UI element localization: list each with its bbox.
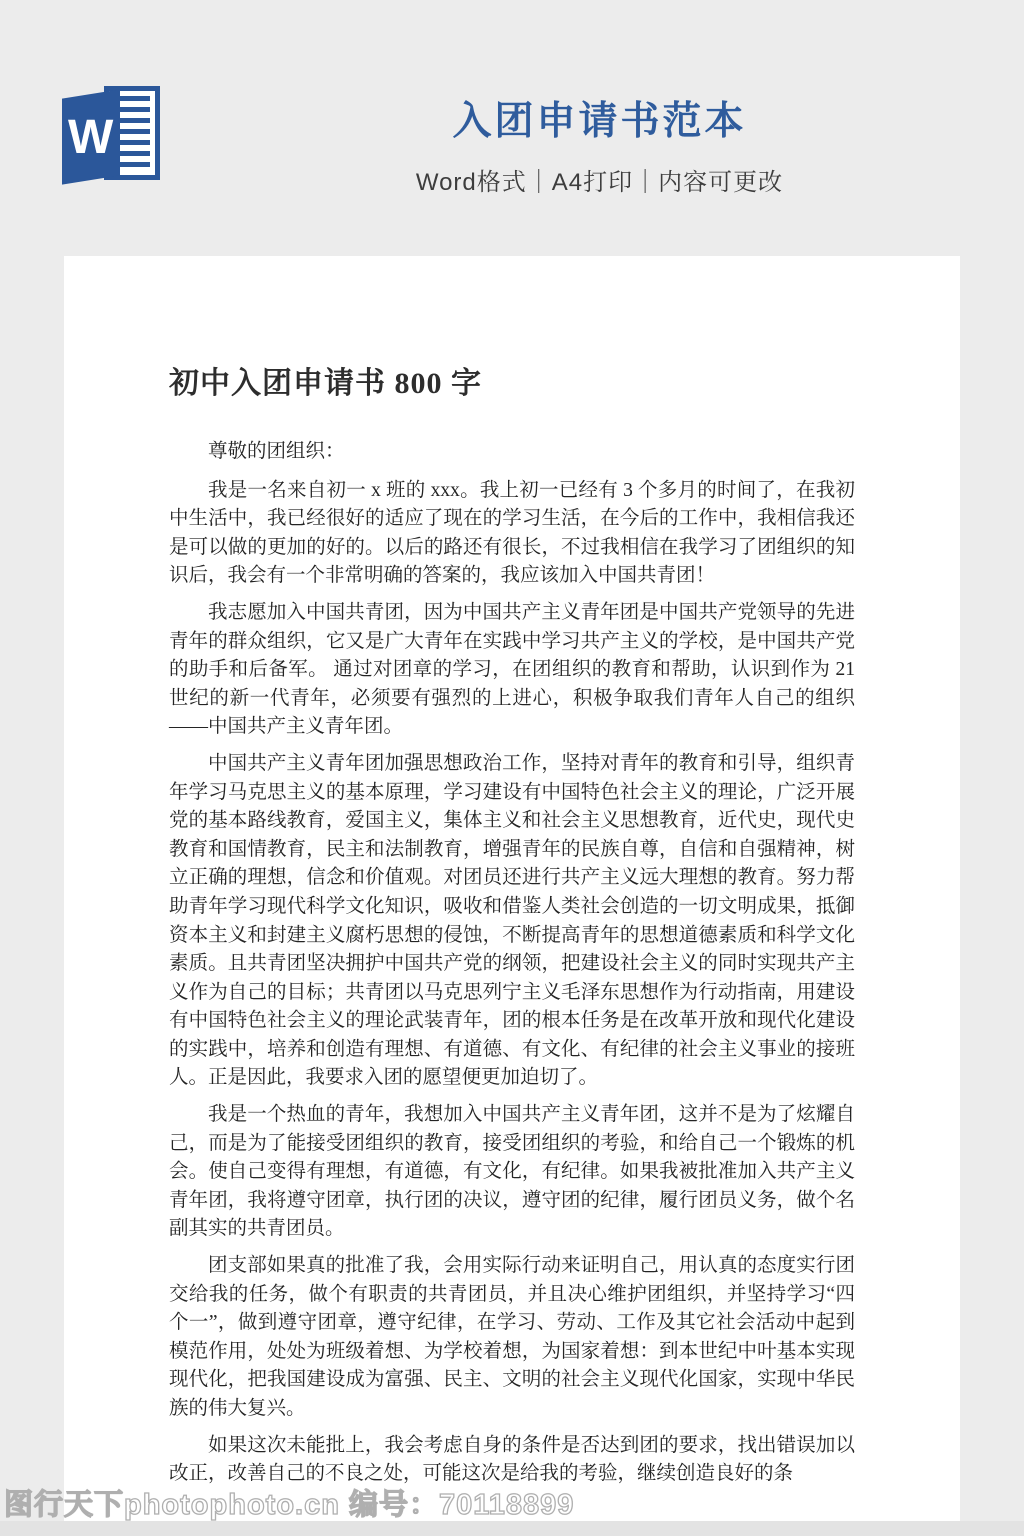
paragraph-3: 中国共产主义青年团加强思想政治工作，坚持对青年的教育和引导，组织青年学习马克思主义的基本原理，学习建设有中国特色社会主义的理论，广泛开展党的基本路线教育，爱国主义，集体主义和社会主义思想教育，近代史，现代史教育和国情教育，民主和法制教育，增强青年的民族自尊，自信和自强精神，树立正确的理想，信念和价值观。对团员还进行共产主义远大理想的教育。努力帮助青年学习现代科学文化知识，吸收和借鉴人类社会创造的一切文明成果，抵御资本主义和封建主义腐朽思想的侵蚀，不断提高青年的思想道德素质和科学文化素质。且共青团坚决拥护中国共产党的纲领，把建设社会主义的同时实现共产主义作为自己的目标；共青团以马克思列宁主义毛泽东思想作为行动指南，用建设有中国特色社会主义的理论武装青年，团的根本任务是在改革开放和现代化建设的实践中，培养和创造有理想、有道德、有文化、有纪律的社会主义事业的接班人。正是因此，我要求入团的愿望便更加迫切了。 bbox=[169, 752, 855, 1089]
paragraph-1: 我是一名来自初一 x 班的 xxx。我上初一已经有 3 个多月的时间了，在我初中生活中，我已经很好的适应了现在的学习生活，在今后的工作中，我相信我还是可以做的更加的好的。以后的路还有很长，不过我相信在我学习了团组织的知识后，我会有一个非常明确的答案的，我应该加入中国共青团！ bbox=[169, 479, 855, 587]
paragraph-4: 我是一个热血的青年，我想加入中国共产主义青年团，这并不是为了炫耀自己，而是为了能接受团组织的教育，接受团组织的考验，和给自己一个锻炼的机会。使自己变得有理想，有道德，有文化，有纪律。如果我被批准加入共产主义青年团，我将遵守团章，执行团的决议，遵守团的纪律，履行团员义务，做个名副其实的共青团员。 bbox=[169, 1104, 855, 1240]
paragraph-5: 团支部如果真的批准了我，会用实际行动来证明自己，用认真的态度实行团交给我的任务，做个有职责的共青团员，并且决心维护团组织，并坚持学习“四个一”，做到遵守团章，遵守纪律，在学习、劳动、工作及其它社会活动中起到模范作用，处处为班级着想、为学校着想，为国家着想：到本世纪中叶基本实现现代化，把我国建设成为富强、民主、文明的社会主义现代化国家，实现中华民族的伟大复兴。 bbox=[169, 1255, 855, 1419]
word-icon bbox=[62, 84, 162, 184]
document-heading: 初中入团申请书 800 字 bbox=[169, 367, 482, 400]
header-titles bbox=[185, 90, 1014, 197]
template-title: 入团申请书范本 bbox=[452, 100, 747, 143]
preview-header bbox=[0, 0, 1024, 256]
word-icon-letter: W bbox=[68, 110, 114, 164]
watermark-text: 图行天下photophoto.cn 编号：70118899 bbox=[4, 1489, 575, 1521]
word-w-flag-icon bbox=[62, 89, 120, 184]
paragraph-6: 如果这次未能批上，我会考虑自身的条件是否达到团的要求，找出错误加以改正，改善自己的不良之处，可能这次是给我的考验，继续创造良好的条 bbox=[169, 1434, 855, 1485]
document-page bbox=[64, 256, 960, 1536]
paragraph-2: 我志愿加入中国共青团，因为中国共产主义青年团是中国共产党领导的先进青年的群众组织，它又是广大青年在实践中学习共产主义的学校，是中国共产党的助手和后备军。 通过对团章的学习，在团组织的教育和帮助，认识到作为 21 世纪的新一代青年，必须要有强烈的上进心，积极争取我们青年人自己的组织——中国共产主义青年团。 bbox=[169, 601, 855, 738]
template-subtitle: Word格式｜A4打印｜内容可更改 bbox=[415, 169, 784, 196]
salutation: 尊敬的团组织： bbox=[208, 441, 345, 462]
bottom-strip bbox=[0, 1521, 1024, 1536]
